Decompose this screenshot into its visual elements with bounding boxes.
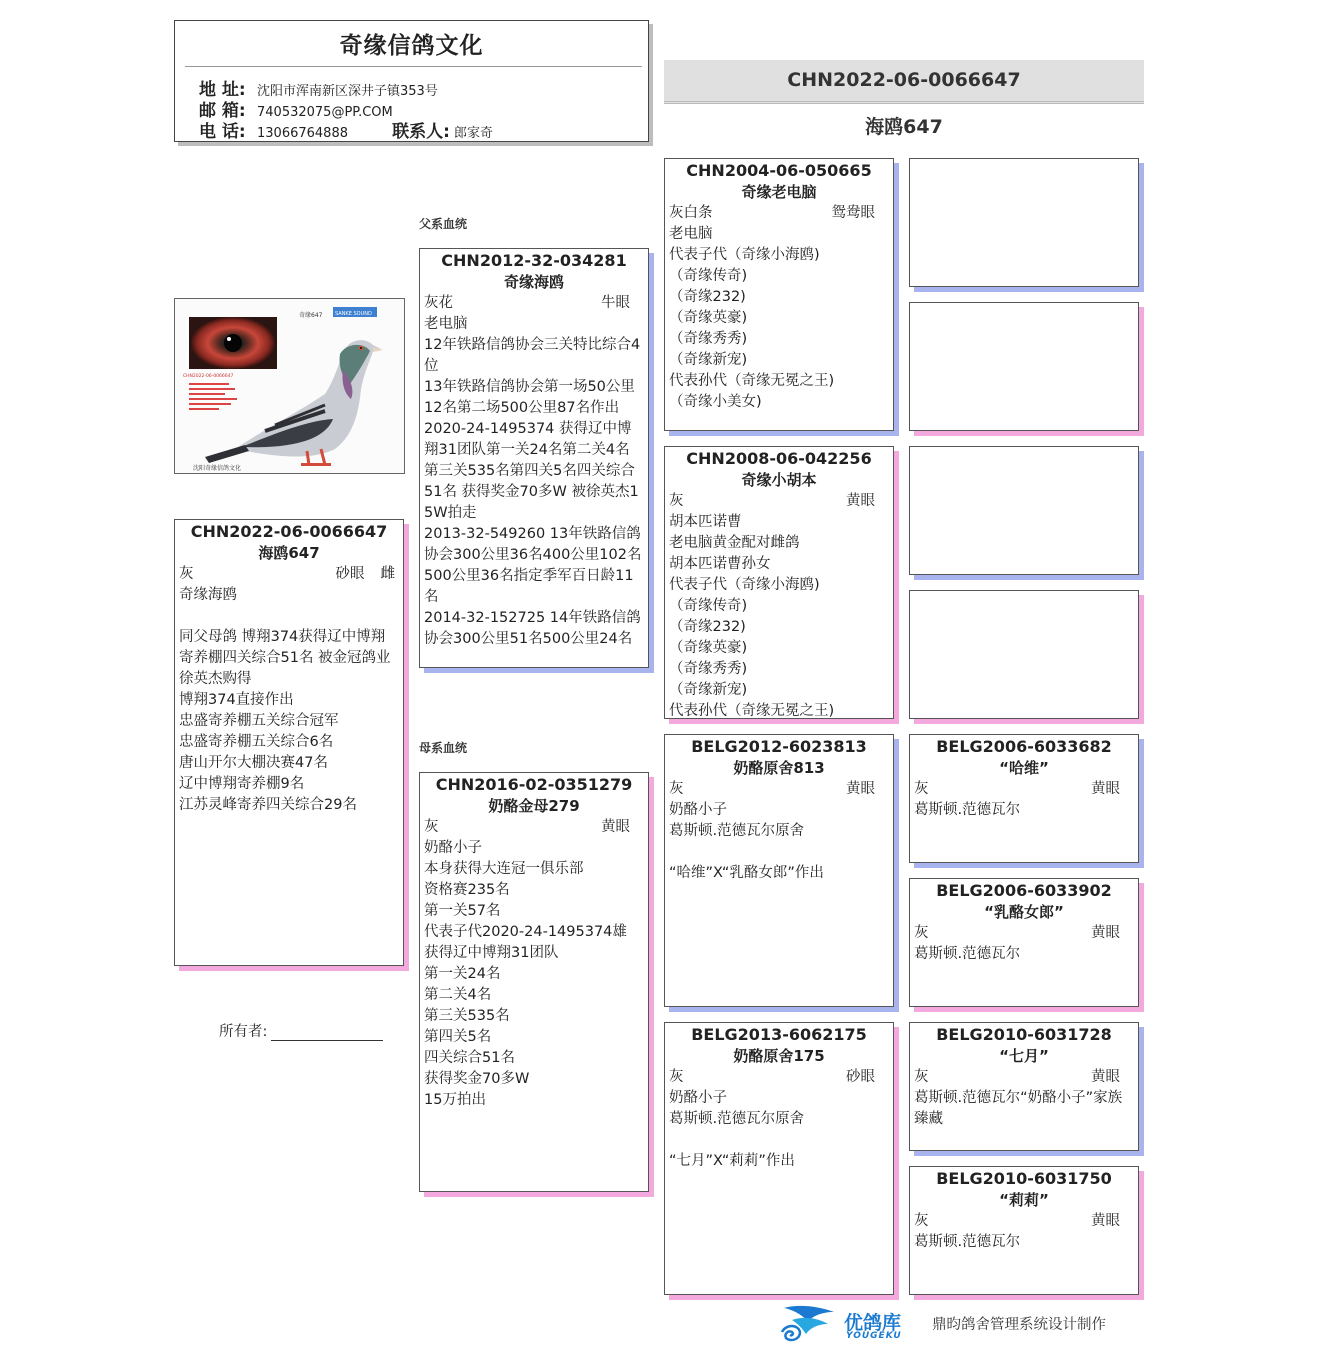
main-sex: 雌 xyxy=(380,566,395,582)
sire-sire-line: （奇缘232) xyxy=(669,289,746,305)
main-line: 忠盛寄养棚五关综合冠军 xyxy=(179,713,339,729)
brand-name: 优鸽库 xyxy=(844,1312,902,1334)
g4-4-name: “莉莉” xyxy=(999,1191,1049,1209)
phone-label: 电 话: xyxy=(199,122,246,142)
g4-1-attr-row xyxy=(914,779,1134,800)
photo-caption: 沈阳奇缘信鸽文化 xyxy=(193,465,242,472)
phone-value: 13066764888 xyxy=(257,126,348,141)
g4-3-attr-row xyxy=(914,1067,1134,1088)
g4-2-eye: 黄眼 xyxy=(1091,925,1120,941)
phone-row xyxy=(199,117,493,142)
dam-dam-line: “七月”X“莉莉”作出 xyxy=(669,1153,795,1169)
breeder-title: 奇缘信鸽文化 xyxy=(339,33,484,59)
photo-brand-badge: SANKE SOUND xyxy=(335,311,372,317)
main-pigeon-card xyxy=(174,519,404,966)
g4-4-eye: 黄眼 xyxy=(1091,1213,1120,1229)
main-eye: 砂眼 xyxy=(335,566,365,582)
dam-dam-attr-row xyxy=(669,1067,889,1088)
breeder-header xyxy=(174,20,649,142)
g4-1-color: 灰 xyxy=(914,781,929,797)
dam-sire-card xyxy=(664,734,894,1007)
main-line: 同父母鸽 博翔374获得辽中博翔寄养棚四关综合51名 被金冠鸽业徐英杰购得 xyxy=(179,629,391,687)
sire-sire-ring: CHN2004-06-050665 xyxy=(686,161,872,180)
main-name: 海鸥647 xyxy=(258,544,320,562)
email-label: 邮 箱: xyxy=(199,101,246,121)
subject-name: 海鸥647 xyxy=(865,116,943,138)
sire-dam-line: （奇缘232) xyxy=(669,619,746,635)
dam-line: 资格赛235名 xyxy=(424,882,510,898)
g4-1-ring: BELG2006-6033682 xyxy=(936,737,1112,756)
dam-attr-row xyxy=(424,817,644,838)
dam-sire-line-blank xyxy=(669,842,889,863)
g4-3-color: 灰 xyxy=(914,1069,929,1085)
dam-sire-line: 葛斯顿.范德瓦尔原舍 xyxy=(669,823,805,839)
sire-attr-row xyxy=(424,293,644,314)
g4-1-eye: 黄眼 xyxy=(1091,781,1120,797)
dam-line: 奶酪小子 xyxy=(424,840,482,856)
dam-line: 四关综合51名 xyxy=(424,1050,515,1066)
main-ring: CHN2022-06-0066647 xyxy=(190,522,388,541)
g4-3-name: “七月” xyxy=(999,1047,1049,1065)
email-value: 740532075@PP.COM xyxy=(257,105,393,120)
g4-3-line: 葛斯顿.范德瓦尔“奶酪小子”家族臻藏 xyxy=(914,1090,1123,1127)
dam-dam-line: 葛斯顿.范德瓦尔原舍 xyxy=(669,1111,805,1127)
ancestor-card-empty xyxy=(909,446,1139,575)
dam-line: 第一关57名 xyxy=(424,903,501,919)
dam-sire-color: 灰 xyxy=(669,781,684,797)
dam-sire-ring: BELG2012-6023813 xyxy=(691,737,867,756)
sire-sire-attr-row xyxy=(669,203,889,224)
owner-line xyxy=(219,1020,383,1041)
dam-dam-color: 灰 xyxy=(669,1069,684,1085)
sire-dam-line: （奇缘新宠) xyxy=(669,682,748,698)
footer-branding xyxy=(778,1302,1138,1346)
g4-2-color: 灰 xyxy=(914,925,929,941)
sire-dam-name: 奇缘小胡本 xyxy=(741,471,817,489)
main-attr-row xyxy=(179,564,399,585)
g4-4-ring: BELG2010-6031750 xyxy=(936,1169,1112,1188)
dam-line: 第二关4名 xyxy=(424,987,492,1003)
address-value: 沈阳市浑南新区深井子镇353号 xyxy=(257,84,438,99)
main-line: 博翔374直接作出 xyxy=(179,692,294,708)
sire-dam-attr-row xyxy=(669,491,889,512)
sire-sire-line: 代表子代（奇缘小海鸥) xyxy=(669,247,820,263)
sire-dam-line: （奇缘传奇) xyxy=(669,598,748,614)
g4-1-name: “哈维” xyxy=(999,759,1049,777)
main-line: 唐山开尔大棚决赛47名 xyxy=(179,755,328,771)
main-line: 奇缘海鸥 xyxy=(179,587,237,603)
ancestor-card-lily xyxy=(909,1166,1139,1295)
sire-dam-line: 代表孙代（奇缘无冕之王) xyxy=(669,703,835,719)
owner-label: 所有者: xyxy=(219,1024,268,1040)
subject-ring-banner: CHN2022-06-0066647 xyxy=(664,60,1144,104)
dam-name: 奶酪金母279 xyxy=(488,797,580,815)
g4-2-line: 葛斯顿.范德瓦尔 xyxy=(914,946,1021,962)
sire-sire-line: （奇缘秀秀) xyxy=(669,331,748,347)
sire-dam-eye: 黄眼 xyxy=(846,493,875,509)
dam-sire-attr-row xyxy=(669,779,889,800)
sire-sire-card xyxy=(664,158,894,431)
sire-sire-line: （奇缘小美女) xyxy=(669,394,762,410)
sire-dam-line: 胡本匹诺曹 xyxy=(669,514,742,530)
dam-ring: CHN2016-02-0351279 xyxy=(435,775,633,794)
dam-dam-line-blank xyxy=(669,1130,889,1151)
g4-3-ring: BELG2010-6031728 xyxy=(936,1025,1112,1044)
sire-sire-line: 老电脑 xyxy=(669,226,713,242)
dam-line: 代表子代2020-24-1495374雄 xyxy=(424,924,627,940)
dam-line: 获得奖金70多W xyxy=(424,1071,530,1087)
brand-name-en: YOUGEKU xyxy=(846,1331,902,1341)
dam-dam-line: 奶酪小子 xyxy=(669,1090,727,1106)
dam-dam-name: 奶酪原舍175 xyxy=(733,1047,825,1065)
sire-color: 灰花 xyxy=(424,295,453,311)
ancestor-card-empty xyxy=(909,590,1139,719)
sire-sire-line: 代表孙代（奇缘无冕之王) xyxy=(669,373,835,389)
main-line-blank xyxy=(179,606,399,627)
dam-line: 15万拍出 xyxy=(424,1092,486,1108)
dam-line: 第一关24名 xyxy=(424,966,501,982)
g4-4-line: 葛斯顿.范德瓦尔 xyxy=(914,1234,1021,1250)
ancestor-card-empty xyxy=(909,302,1139,431)
main-line: 江苏灵峰寄养四关综合29名 xyxy=(179,797,357,813)
dam-line-label: 母系血统 xyxy=(419,741,468,755)
sire-line: 13年铁路信鸽协会第一场50公里12名第二场500公里87名作出 xyxy=(424,379,635,416)
sire-line: 2020-24-1495374 获得辽中博翔31团队第一关24名第二关4名第三关535名第四关5名四关综合51名 获得奖金70多W 被徐英杰15W拍走 xyxy=(424,421,639,521)
dam-sire-line: “哈维”X“乳酪女郎”作出 xyxy=(669,865,824,881)
brand-logo-icon xyxy=(778,1302,840,1344)
sire-dam-line: （奇缘英豪) xyxy=(669,640,748,656)
address-label: 地 址: xyxy=(199,80,246,100)
ancestor-card-harvey xyxy=(909,734,1139,863)
dam-line: 获得辽中博翔31团队 xyxy=(424,945,559,961)
g4-3-eye: 黄眼 xyxy=(1091,1069,1120,1085)
dam-line: 本身获得大连冠一俱乐部 xyxy=(424,861,584,877)
photo-ring: CHN2022-06-0066647 xyxy=(183,374,234,379)
sire-sire-color: 灰白条 xyxy=(669,205,713,221)
sire-dam-card xyxy=(664,446,894,719)
sire-sire-eye: 鸳鸯眼 xyxy=(831,205,875,221)
ancestor-card-empty xyxy=(909,158,1139,287)
sire-dam-line: 胡本匹诺曹孙女 xyxy=(669,556,771,572)
pigeon-photo xyxy=(174,298,405,474)
g4-1-line: 葛斯顿.范德瓦尔 xyxy=(914,802,1021,818)
sire-sire-line: （奇缘新宠) xyxy=(669,352,748,368)
photo-pigeon-name: 奇缘647 xyxy=(299,312,323,319)
sire-dam-color: 灰 xyxy=(669,493,684,509)
main-line: 辽中博翔寄养棚9名 xyxy=(179,776,305,792)
pigeon-photo-graphic xyxy=(175,299,404,473)
made-by-text: 鼎昀鸽舍管理系统设计制作 xyxy=(932,1317,1106,1333)
ancestor-card-cheese-girl xyxy=(909,878,1139,1007)
owner-underline xyxy=(271,1026,383,1041)
ancestor-card-july xyxy=(909,1022,1139,1151)
sire-sire-line: （奇缘传奇) xyxy=(669,268,748,284)
dam-sire-name: 奶酪原舍813 xyxy=(733,759,825,777)
sire-sire-line: （奇缘英豪) xyxy=(669,310,748,326)
sire-dam-line: 老电脑黄金配对雌鸽 xyxy=(669,535,800,551)
dam-sire-line: 奶酪小子 xyxy=(669,802,727,818)
g4-2-ring: BELG2006-6033902 xyxy=(936,881,1112,900)
sire-line: 2014-32-152725 14年铁路信鸽协会300公里51名500公里24名 xyxy=(424,610,641,647)
g4-4-attr-row xyxy=(914,1211,1134,1232)
header-divider xyxy=(185,66,642,67)
main-color: 灰 xyxy=(179,566,194,582)
sire-ring: CHN2012-32-034281 xyxy=(441,251,627,270)
sire-line: 老电脑 xyxy=(424,316,468,332)
sire-line: 12年铁路信鸽协会三关特比综合4位 xyxy=(424,337,641,374)
sire-line: 2013-32-549260 13年铁路信鸽协会300公里36名400公里102名500公里36名指定季军百日龄11名 xyxy=(424,526,642,605)
dam-dam-ring: BELG2013-6062175 xyxy=(691,1025,867,1044)
sire-name: 奇缘海鸥 xyxy=(503,273,564,291)
g4-4-color: 灰 xyxy=(914,1213,929,1229)
sire-line-label: 父系血统 xyxy=(419,217,468,231)
dam-eye: 黄眼 xyxy=(601,819,630,835)
dam-color: 灰 xyxy=(424,819,439,835)
dam-sire-eye: 黄眼 xyxy=(846,781,875,797)
dam-line: 第四关5名 xyxy=(424,1029,492,1045)
dam-dam-card xyxy=(664,1022,894,1295)
sire-dam-line: （奇缘秀秀) xyxy=(669,661,748,677)
dam-card xyxy=(419,772,649,1192)
sire-sire-name: 奇缘老电脑 xyxy=(741,183,817,201)
dam-line: 第三关535名 xyxy=(424,1008,510,1024)
g4-2-attr-row xyxy=(914,923,1134,944)
sire-dam-line: 代表子代（奇缘小海鸥) xyxy=(669,577,820,593)
contact-value: 郎家奇 xyxy=(453,126,493,141)
contact-label: 联系人: xyxy=(392,122,450,142)
main-line: 忠盛寄养棚五关综合6名 xyxy=(179,734,334,750)
g4-2-name: “乳酪女郎” xyxy=(984,903,1064,921)
sire-card xyxy=(419,248,649,668)
sire-dam-ring: CHN2008-06-042256 xyxy=(686,449,872,468)
dam-dam-eye: 砂眼 xyxy=(846,1069,875,1085)
sire-eye: 牛眼 xyxy=(601,295,630,311)
